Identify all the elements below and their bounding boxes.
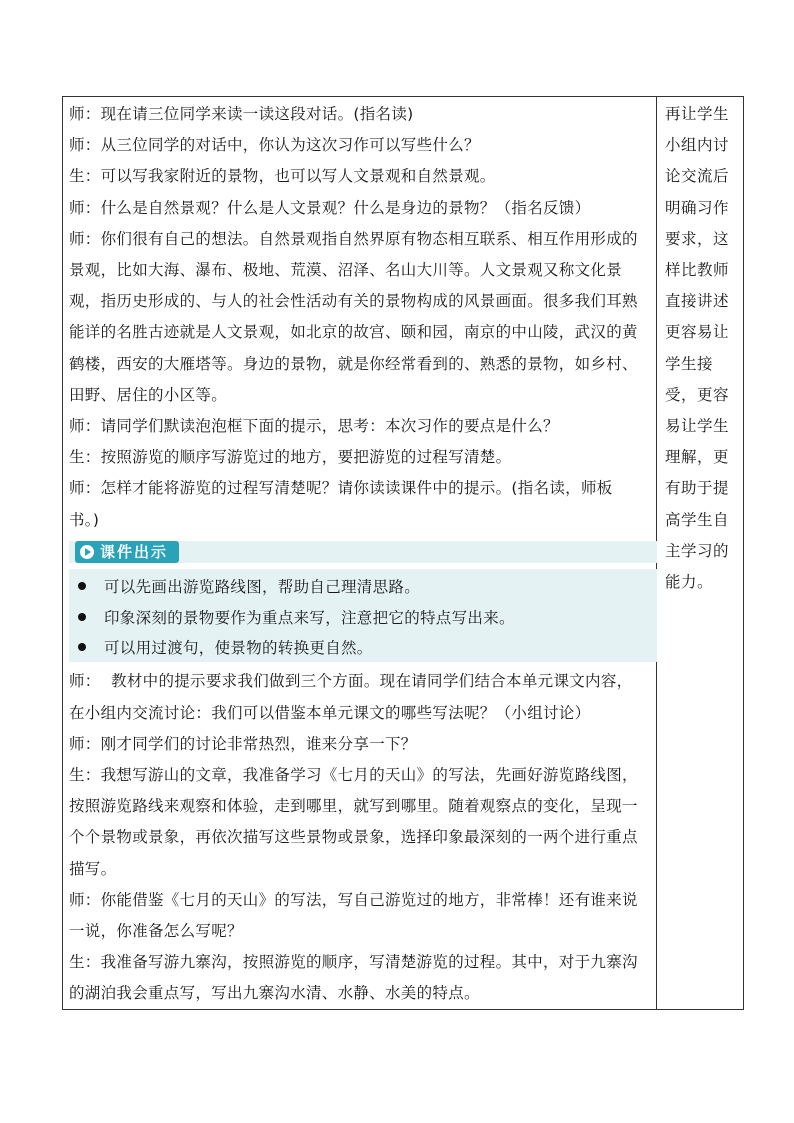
dialogue-line: 师： 教材中的提示要求我们做到三个方面。现在请同学们结合本单元课文内容，: [69, 672, 633, 691]
dialogue-line: 的湖泊我会重点写，写出九寨沟水清、水静、水美的特点。: [69, 984, 480, 1003]
dialogue-line: 一说，你准备怎么写呢？: [69, 921, 243, 940]
dialogue-line: 生：我准备写游九寨沟，按照游览的顺序，写清楚游览的过程。其中，对于九寨沟: [69, 953, 638, 972]
teaching-note-line: 主学习的: [665, 541, 730, 560]
dialogue-line: 生：可以写我家附近的景物，也可以写人文景观和自然景观。: [69, 167, 496, 186]
dialogue-line: 师：请同学们默读泡泡框下面的提示，思考：本次习作的要点是什么？: [69, 417, 559, 436]
courseware-item: [69, 632, 657, 663]
bullet-icon: [78, 582, 86, 590]
courseware-item-text: 印象深刻的景物要作为重点来写，注意把它的特点写出来。: [104, 608, 515, 627]
bullet-icon: [78, 643, 86, 651]
courseware-title: 课件出示: [100, 542, 169, 561]
main-content-column: [69, 99, 653, 1010]
teaching-note-line: 明确习作: [665, 198, 730, 217]
dialogue-line: 师：什么是自然景观？什么是人文景观？什么是身边的景物？（指名反馈）: [69, 198, 591, 217]
dialogue-block-top: [69, 99, 653, 536]
teaching-note-line: 有助于提: [665, 479, 730, 498]
teaching-note-line: 能力。: [665, 573, 714, 592]
dialogue-line: 景观，比如大海、瀑布、极地、荒漠、沼泽、名山大川等。人文景观又称文化景: [69, 261, 623, 280]
courseware-item: [69, 571, 657, 602]
teaching-note-line: 再让学生: [665, 105, 730, 123]
teaching-note-line: 理解，更: [665, 448, 730, 467]
dialogue-line: 师：刚才同学们的讨论非常热烈，谁来分享一下？: [69, 734, 417, 753]
dialogue-line: 生：我想写游山的文章，我准备学习《七月的天山》的写法，先画好游览路线图，: [69, 765, 638, 784]
courseware-item-text: 可以先画出游览路线图，帮助自己理清思路。: [104, 578, 421, 597]
teaching-note-line: 高学生自: [665, 510, 730, 529]
lesson-table: [62, 96, 744, 1010]
teaching-note-line: 样比教师: [665, 261, 730, 280]
courseware-header: [69, 541, 657, 563]
dialogue-block-bottom: [69, 666, 653, 1009]
teaching-note-column: [665, 99, 735, 598]
teaching-note-line: 小组内讨: [665, 136, 730, 155]
dialogue-line: 能详的名胜古迹就是人文景观，如北京的故宫、颐和园，南京的中山陵，武汉的黄: [69, 323, 638, 342]
teaching-note-line: 要求，这: [665, 229, 730, 248]
teaching-note-line: 论交流后: [665, 167, 730, 186]
teaching-note-line: 更容易让: [665, 323, 730, 342]
dialogue-line: 鹤楼，西安的大雁塔等。身边的景物，就是你经常看到的、熟悉的景物，如乡村、: [69, 354, 638, 373]
courseware-badge: [75, 541, 179, 563]
dialogue-line: 师：你们很有自己的想法。自然景观指自然界原有物态相互联系、相互作用形成的: [69, 229, 638, 248]
courseware-box: [69, 541, 657, 663]
courseware-list: [69, 569, 657, 663]
dialogue-line: 师：你能借鉴《七月的天山》的写法，写自己游览过的地方，非常棒！还有谁来说: [69, 890, 638, 909]
bullet-icon: [78, 613, 86, 621]
courseware-item-text: 可以用过渡句，使景物的转换更自然。: [104, 639, 373, 658]
dialogue-line: 田野、居住的小区等。: [69, 385, 228, 404]
dialogue-line: 师：从三位同学的对话中，你认为这次习作可以写些什么？: [69, 136, 480, 155]
courseware-item: [69, 601, 657, 632]
dialogue-line: 在小组内交流讨论：我们可以借鉴本单元课文的哪些写法呢？（小组讨论）: [69, 703, 591, 722]
dialogue-line: 个个景物或景象，再依次描写这些景物或景象，选择印象最深刻的一两个进行重点: [69, 828, 638, 847]
dialogue-line: 生：按照游览的顺序写游览过的地方，要把游览的过程写清楚。: [69, 448, 512, 467]
dialogue-line: 描写。: [69, 859, 117, 878]
play-icon: [80, 545, 94, 559]
teaching-note-line: 直接讲述: [665, 292, 730, 311]
dialogue-line: 观，指历史形成的、与人的社会性活动有关的景物构成的风景画面。很多我们耳熟: [69, 292, 638, 311]
dialogue-line: 按照游览路线来观察和体验，走到哪里，就写到哪里。随着观察点的变化，呈现一: [69, 797, 638, 816]
dialogue-line: 师：现在请三位同学来读一读这段对话。(指名读): [69, 105, 414, 123]
dialogue-line: 师：怎样才能将游览的过程写清楚呢？请你读读课件中的提示。(指名读，师板: [69, 479, 613, 498]
teaching-note-line: 学生接: [665, 354, 714, 373]
dialogue-line: 书。): [69, 510, 100, 529]
teaching-note-line: 易让学生: [665, 417, 730, 436]
teaching-note-line: 受，更容: [665, 385, 730, 404]
